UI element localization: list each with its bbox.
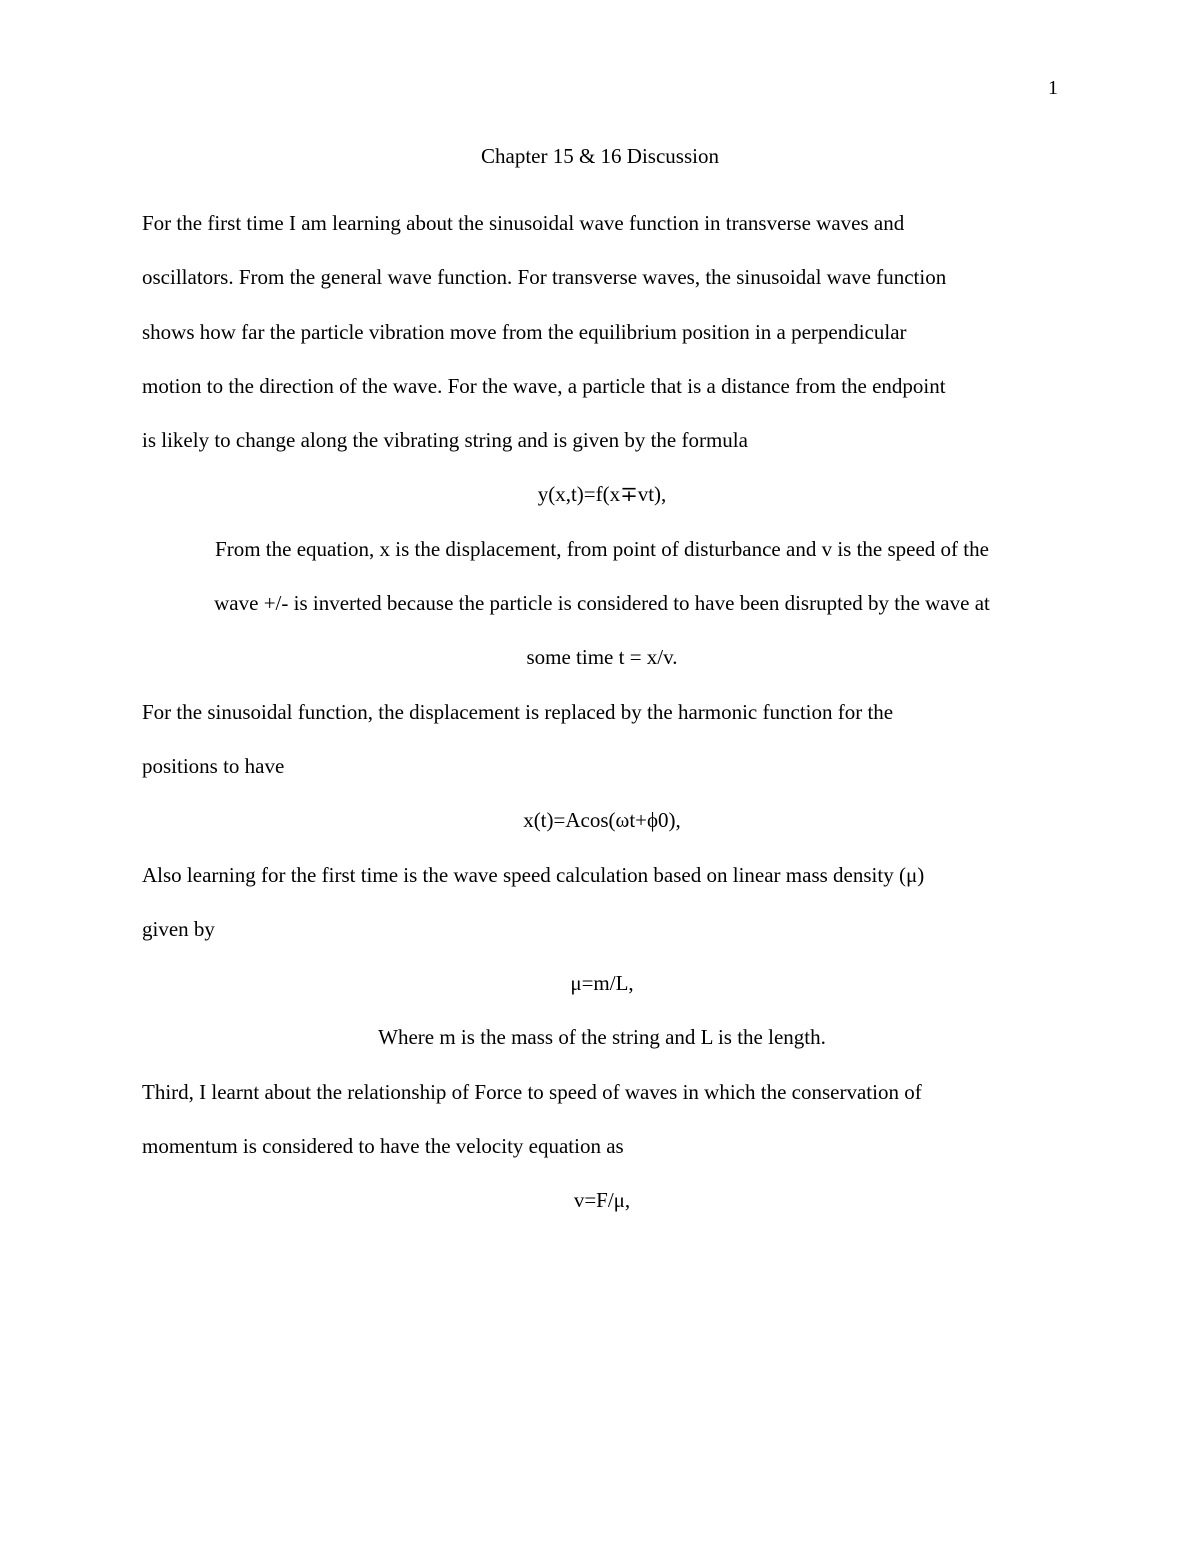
body-line: is likely to change along the vibrating string and is given by the formula (142, 428, 748, 453)
equation-velocity: v=F/μ, (573, 1188, 631, 1213)
body-line: momentum is considered to have the velocity equation as (142, 1134, 624, 1159)
body-line: Third, I learnt about the relationship of Force to speed of waves in which the conservation of (142, 1079, 922, 1104)
body-line: wave +/- is inverted because the particle is considered to have been disrupted by the wave at (214, 591, 990, 616)
body-line: some time t = x/v. (526, 645, 678, 670)
body-line: From the equation, x is the displacement, from point of disturbance and v is the speed of the (215, 536, 989, 561)
document-body (142, 196, 1062, 1228)
equation-harmonic: x(t)=Acos(ωt+ϕ0), (523, 808, 681, 833)
equation-wave-function: y(x,t)=f(x∓vt), (537, 482, 667, 507)
body-line: Where m is the mass of the string and L is the length. (378, 1025, 826, 1050)
body-line: given by (142, 916, 215, 941)
document-title: Chapter 15 & 16 Discussion (481, 144, 719, 168)
body-line: oscillators. From the general wave function. For transverse waves, the sinusoidal wave function (142, 265, 947, 290)
body-line: positions to have (142, 753, 285, 778)
body-line: motion to the direction of the wave. For the wave, a particle that is a distance from the endpoint (142, 373, 946, 398)
page-number: 1 (1048, 77, 1058, 99)
body-line: shows how far the particle vibration move from the equilibrium position in a perpendicular (142, 319, 907, 344)
equation-linear-density: μ=m/L, (570, 971, 634, 996)
body-line: For the first time I am learning about the sinusoidal wave function in transverse waves and (142, 211, 905, 235)
body-line: Also learning for the first time is the wave speed calculation based on linear mass density (μ) (142, 862, 925, 887)
body-line: For the sinusoidal function, the displacement is replaced by the harmonic function for the (142, 699, 894, 724)
